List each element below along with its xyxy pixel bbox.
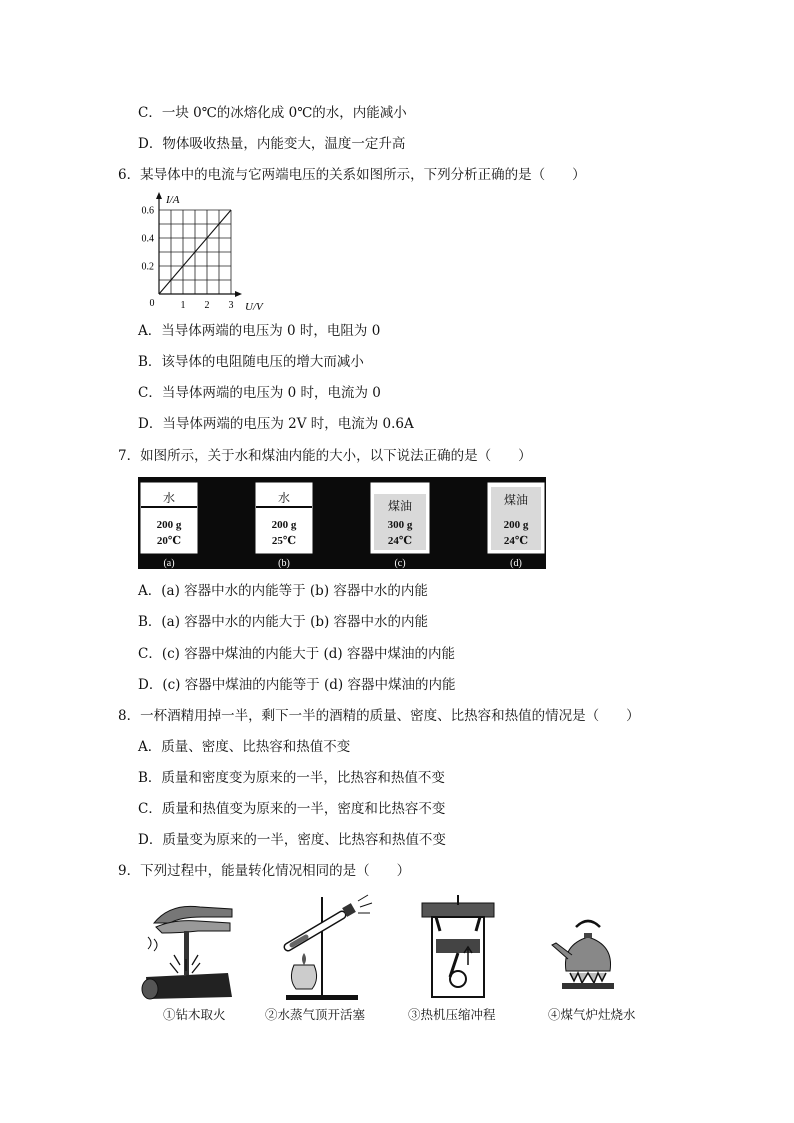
figure-background <box>138 477 546 569</box>
beakers-figure <box>138 477 546 569</box>
beaker-b-caption: (b) <box>278 558 290 569</box>
steam-stopper-picture <box>272 893 382 1003</box>
y-axis-label: I/A <box>166 194 180 206</box>
beaker-a-mass: 200 g <box>156 519 182 531</box>
engine-compression-picture <box>418 895 498 1005</box>
beaker-c-caption: (c) <box>394 558 406 569</box>
current-voltage-graph <box>134 190 274 314</box>
beaker-d-liquid: 煤油 <box>503 493 529 507</box>
beaker-d-caption: (d) <box>510 558 522 569</box>
y-tick-label: 0.2 <box>141 261 154 273</box>
beaker-d-mass: 200 g <box>503 519 529 531</box>
x-tick-label: 2 <box>204 300 210 311</box>
q6-option-c: C．当导体两端的电压为 0 时，电流为 0 <box>138 385 381 401</box>
q8-option-d: D．质量变为原来的一半，密度、比热容和热值不变 <box>138 832 446 848</box>
stove-burner-icon <box>562 983 614 989</box>
flames-icon <box>570 973 606 983</box>
beaker-d-temp: 24℃ <box>503 535 529 547</box>
q5-option-c: C．一块 0℃的冰熔化成 0℃的水，内能减小 <box>138 105 407 121</box>
q7-stem: 7．如图所示，关于水和煤油内能的大小，以下说法正确的是（ ） <box>118 448 532 464</box>
beaker-b-mass: 200 g <box>271 519 297 531</box>
y-axis-arrow-icon <box>156 192 162 199</box>
x-tick-label: 1 <box>180 300 186 311</box>
beaker-c-mass: 300 g <box>387 519 413 531</box>
q8-option-c: C．质量和热值变为原来的一半，密度和比热容不变 <box>138 801 446 817</box>
q7-option-b: B．(a) 容器中水的内能大于 (b) 容器中水的内能 <box>138 614 429 630</box>
q9-caption-1: ①钻木取火 <box>163 1007 226 1022</box>
beaker-b-temp: 25℃ <box>271 535 297 547</box>
beaker-c-liquid: 煤油 <box>387 499 413 513</box>
kettle-handle-icon <box>576 921 600 927</box>
beaker-a-temp: 20℃ <box>156 535 182 547</box>
beaker-c-temp: 24℃ <box>387 535 413 547</box>
piston-icon <box>436 939 480 953</box>
kettle-lid-icon <box>584 933 592 938</box>
q6-option-a: A．当导体两端的电压为 0 时，电阻为 0 <box>138 323 381 339</box>
y-tick-label: 0.4 <box>141 233 154 245</box>
beaker-a-caption: (a) <box>163 558 175 569</box>
gas-stove-kettle-picture <box>548 915 628 995</box>
flame-icon <box>302 953 306 965</box>
wood-end-icon <box>142 979 158 999</box>
flying-motion-icon <box>358 895 372 913</box>
x-tick-label: 3 <box>228 300 234 311</box>
q8-stem: 8．一杯酒精用掉一半，剩下一半的酒精的质量、密度、比热容和热值的情况是（ ） <box>118 708 640 724</box>
wood-block-icon <box>146 973 232 999</box>
q9-caption-3: ③热机压缩冲程 <box>408 1007 496 1022</box>
q9-caption-4: ④煤气炉灶烧水 <box>548 1007 636 1022</box>
q6-option-d: D．当导体两端的电压为 2V 时，电流为 0.6A <box>138 416 414 432</box>
alcohol-lamp-icon <box>291 965 316 989</box>
q7-option-a: A．(a) 容器中水的内能等于 (b) 容器中水的内能 <box>138 583 428 599</box>
kettle-body-icon <box>565 937 610 971</box>
q9-caption-2: ②水蒸气顶开活塞 <box>265 1007 366 1022</box>
q7-option-d: D．(c) 容器中煤油的内能等于 (d) 容器中煤油的内能 <box>138 677 456 693</box>
x-axis-label: U/V <box>245 301 263 313</box>
origin-label: 0 <box>149 298 155 309</box>
x-axis-arrow-icon <box>235 291 242 297</box>
y-tick-label: 0.6 <box>141 205 154 217</box>
q5-option-d: D．物体吸收热量，内能变大，温度一定升高 <box>138 136 406 152</box>
beaker-a-liquid: 水 <box>162 491 176 505</box>
q7-option-c: C．(c) 容器中煤油的内能大于 (d) 容器中煤油的内能 <box>138 646 455 662</box>
beaker-b-liquid: 水 <box>277 491 291 505</box>
stand-base-icon <box>286 995 358 1000</box>
q6-stem: 6．某导体中的电流与它两端电压的关系如图所示，下列分析正确的是（ ） <box>118 167 586 183</box>
q6-option-b: B．该导体的电阻随电压的增大而减小 <box>138 354 364 370</box>
q8-option-a: A．质量、密度、比热容和热值不变 <box>138 739 351 755</box>
cylinder-head-icon <box>422 903 494 917</box>
motion-lines-icon <box>148 937 157 951</box>
q9-stem: 9．下列过程中，能量转化情况相同的是（ ） <box>118 863 411 879</box>
q8-option-b: B．质量和密度变为原来的一半，比热容和热值不变 <box>138 770 445 786</box>
drilling-wood-picture <box>140 893 240 1003</box>
